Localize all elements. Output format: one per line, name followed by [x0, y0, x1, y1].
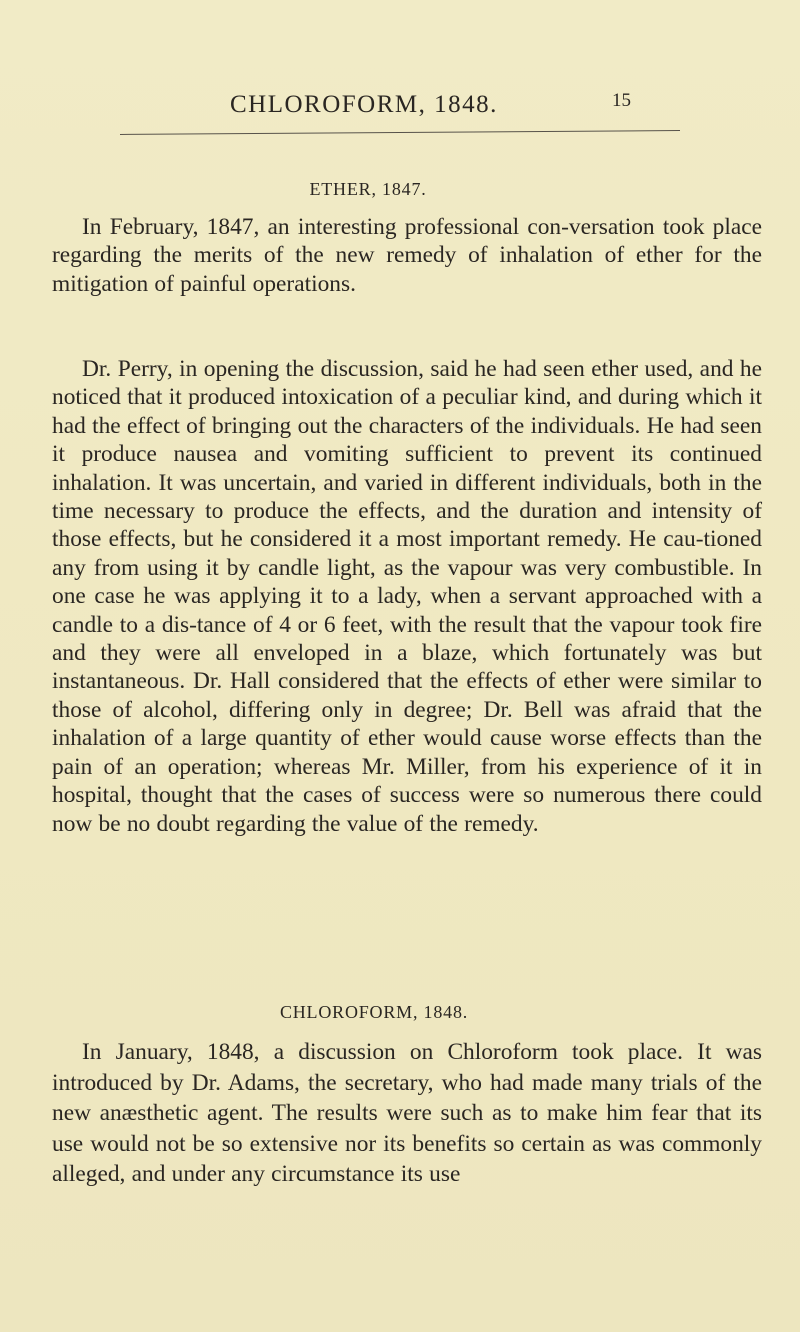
paragraph-chloroform-1 — [52, 1037, 762, 1190]
paragraph-text: Dr. Perry, in opening the discussion, said he had seen ether used, and he noticed that it produced intoxication of a peculiar kind, and during which it had the effect of bringing out the characters of the individuals. He had seen it produce nausea and vomiting sufficient to prevent its continued inhalation. It was uncertain, and varied in different individuals, both in the time necessary to produce the effects, and the duration and intensity of those effects, but he considered it a most important remedy. He cau-tioned any from using it by candle light, as the vapour was very combustible. In one case he was applying it to a lady, when a servant approached with a candle to a dis-tance of 4 or 6 feet, with the result that the vapour took fire and they were all enveloped in a blaze, which fortunately was but instantaneous. Dr. Hall considered that the effects of ether were similar to those of alcohol, differing only in degree; Dr. Bell was afraid that the inhalation of a large quantity of ether would cause worse effects than the pain of an operation; whereas Mr. Miller, from his experience of it in hospital, thought that the cases of success were so numerous there could now be no doubt regarding the value of the remedy. — [52, 356, 762, 837]
running-head — [0, 88, 800, 122]
paragraph-ether-1 — [52, 213, 762, 298]
page-number: 15 — [612, 90, 631, 111]
section-heading-ether: ETHER, 1847. — [309, 179, 427, 199]
running-title: CHLOROFORM, 1848. — [230, 91, 498, 118]
paragraph-text: In February, 1847, an interesting professional con-versation took place regarding the merits of the new remedy of inhalation of ether for the mitigation of painful operations. — [52, 214, 762, 297]
paragraph-ether-2 — [52, 355, 762, 838]
header-rule — [120, 130, 680, 135]
paragraph-text: In January, 1848, a discussion on Chloroform took place. It was introduced by Dr. Adams, the secretary, who had made many trials of the new anæsthetic agent. The results were such as to make him fear that its use would not be so extensive nor its benefits so certain as was commonly alleged, and under any circumstance its use — [52, 1039, 762, 1187]
section-heading-chloroform: CHLOROFORM, 1848. — [279, 1002, 469, 1022]
